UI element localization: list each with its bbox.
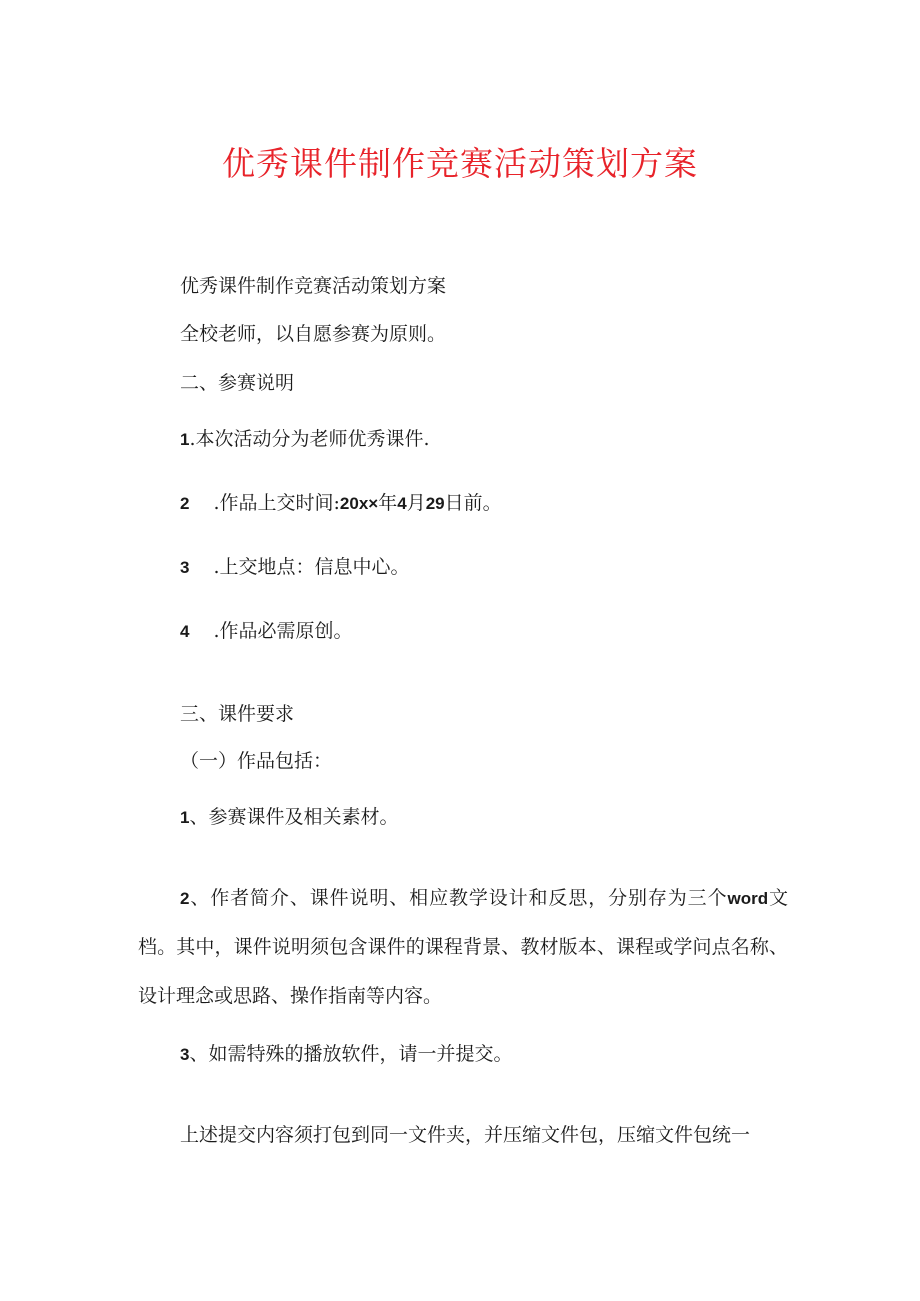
item-number: 3 (180, 558, 190, 577)
item-number: 2 (180, 494, 190, 513)
item-number: 2 (180, 889, 190, 908)
section3-item-2: 2、作者简介、课件说明、相应教学设计和反思，分别存为三个word文档。其中，课件说明须包含课件的课程背景、教材版本、课程或学问点名称、设计理念或思路、操作指南等内容。 (138, 887, 788, 1007)
section3-item-1 (180, 803, 398, 832)
section2-item-3 (180, 553, 410, 582)
day-value: 29 (425, 494, 445, 513)
document-title: 优秀课件制作竞赛活动策划方案 (222, 144, 698, 183)
item-text: 、如需特殊的播放软件，请一并提交。 (189, 1043, 513, 1065)
section3-heading: 三、课件要求 (180, 703, 295, 725)
item-number: 4 (180, 622, 190, 641)
item-text: .作品必需原创。 (213, 620, 353, 642)
item-text: .上交地点：信息中心。 (213, 556, 410, 578)
section3-item-3 (180, 1040, 512, 1069)
item-text: .作品上交时间: (213, 492, 340, 514)
closing-line: 上述提交内容须打包到同一文件夹，并压缩文件包，压缩文件包统一 (180, 1124, 751, 1146)
item-text: .本次活动分为老师优秀课件. (189, 428, 430, 450)
subtitle-line: 优秀课件制作竞赛活动策划方案 (180, 275, 447, 297)
item-number: 1 (180, 808, 190, 827)
month-value: 4 (397, 494, 407, 513)
year-value: 20x× (339, 494, 379, 513)
section3-sub1: （一）作品包括： (180, 750, 333, 772)
section2-item-2: 2 .作品上交时间:20x×年4月29日前。 (180, 492, 502, 514)
item-number: 1 (180, 430, 190, 449)
section2-item-4 (180, 617, 353, 646)
item-number: 3 (180, 1045, 190, 1064)
participants-line: 全校老师，以自愿参赛为原则。 (180, 323, 447, 345)
section2-item-1 (180, 425, 430, 454)
item-text: 、参赛课件及相关素材。 (189, 806, 399, 828)
word-label: word (727, 889, 769, 908)
section2-heading: 二、参赛说明 (180, 372, 295, 394)
